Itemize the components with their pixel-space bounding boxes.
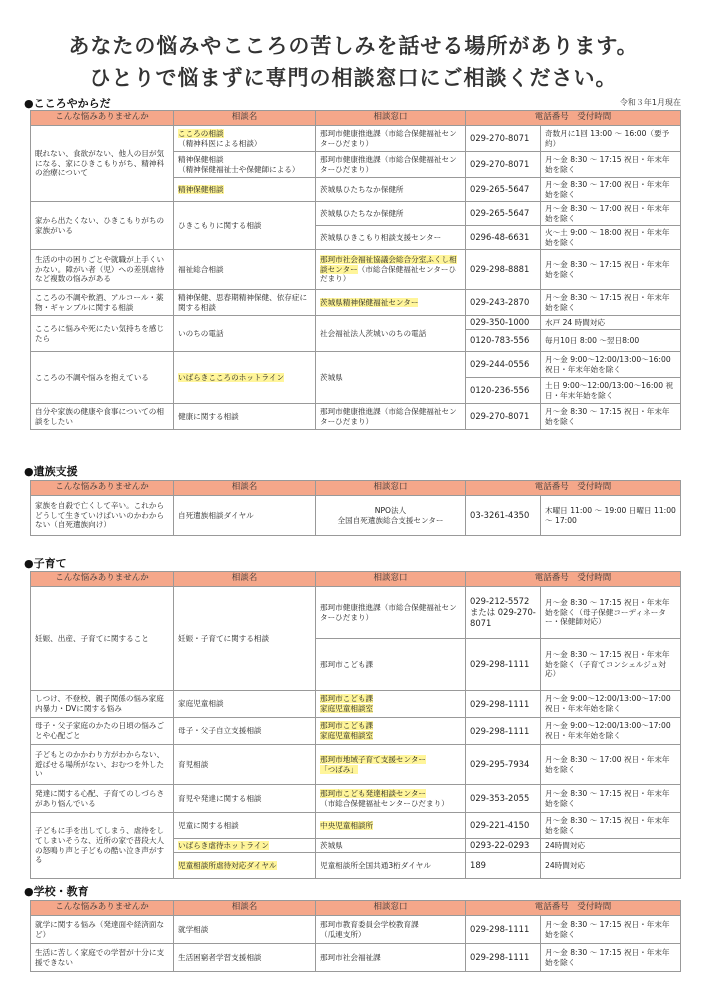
table-row bbox=[31, 290, 681, 316]
window-cell bbox=[316, 785, 466, 813]
hours-cell: 月～金 8:30 ～ 17:15 祝日・年末年始を除く bbox=[541, 916, 681, 944]
header-concern: こんな悩みありませんか bbox=[31, 901, 174, 916]
section-title-mind: ●こころやからだ bbox=[24, 97, 111, 110]
date-note: 令和３年1月現在 bbox=[619, 98, 681, 107]
consult-name-cell bbox=[174, 178, 316, 202]
window-note: （市総合保健福祉センターひだまり） bbox=[320, 798, 449, 808]
window-cell: 茨城県ひたちなか保健所 bbox=[316, 178, 466, 202]
hours-cell: 月～金 8:30 ～ 17:15 祝日・年末年始を除く bbox=[541, 785, 681, 813]
table-row bbox=[31, 916, 681, 944]
table-row bbox=[31, 496, 681, 536]
phone-number[interactable]: 029-212-5572 または 029-270-8071 bbox=[466, 587, 541, 639]
header-phone-hours: 電話番号 受付時間 bbox=[466, 481, 681, 496]
consult-name: 児童相談所虐待対応ダイヤル bbox=[178, 860, 277, 870]
phone-number[interactable]: 029-221-4150 bbox=[466, 813, 541, 839]
hours-cell: 月～金 9:00～12:00/13:00～17:00 祝日・年末年始を除く bbox=[541, 718, 681, 745]
consult-name-cell: 就学相談 bbox=[174, 916, 316, 944]
table-row bbox=[31, 587, 681, 639]
hours-cell: 月～金 8:30 ～ 17:15 祝日・年末年始を除く bbox=[541, 404, 681, 430]
phone-number[interactable]: 0293-22-0293 bbox=[466, 839, 541, 853]
window-note: （市総合保健福祉センターひだまり） bbox=[320, 264, 457, 284]
consult-name: いばらきこころのホットライン bbox=[178, 372, 285, 382]
header-consult-name: 相談名 bbox=[174, 901, 316, 916]
concern-cell: しつけ、不登校、親子関係の悩み家庭内暴力・DVに関する悩み bbox=[31, 691, 174, 718]
window-name: 那珂市社会福祉協議会総合分室ふくし相談センター bbox=[320, 254, 457, 274]
header-window: 相談窓口 bbox=[316, 901, 466, 916]
consult-name-cell: 福祉総合相談 bbox=[174, 250, 316, 290]
hours-cell: 水戸 24 時間対応 bbox=[541, 316, 681, 330]
concern-cell: 発達に関する心配、子育てのしづらさがあり悩んでいる bbox=[31, 785, 174, 813]
window-cell: 那珂市社会福祉課 bbox=[316, 944, 466, 972]
header-phone-hours: 電話番号 受付時間 bbox=[466, 572, 681, 587]
window-note: （瓜連支所） bbox=[320, 929, 366, 939]
hours-cell: 24時間対応 bbox=[541, 839, 681, 853]
window-cell bbox=[316, 250, 466, 290]
table-row bbox=[31, 718, 681, 745]
consult-name-cell: 生活困窮者学習支援相談 bbox=[174, 944, 316, 972]
window-cell: 社会福祉法人茨城いのちの電話 bbox=[316, 316, 466, 352]
hours-cell: 月～金 8:30 ～ 17:15 祝日・年末年始を除く bbox=[541, 250, 681, 290]
hours-cell: 月～金 8:30 ～ 17:15 祝日・年末年始を除く bbox=[541, 152, 681, 178]
window-cell: 児童相談所全国共通3桁ダイヤル bbox=[316, 853, 466, 879]
consult-name-cell: 児童に関する相談 bbox=[174, 813, 316, 839]
table-header-row bbox=[31, 901, 681, 916]
hours-cell: 木曜日 11:00 ～ 19:00 日曜日 11:00 ～ 17:00 bbox=[541, 496, 681, 536]
concern-cell: 母子・父子家庭のかたの日頃の悩みごとや心配ごと bbox=[31, 718, 174, 745]
phone-number[interactable]: 029-298-1111 bbox=[466, 718, 541, 745]
consult-name-cell: 育児相談 bbox=[174, 745, 316, 785]
phone-number[interactable]: 029-244-0556 bbox=[466, 352, 541, 378]
header-window: 相談窓口 bbox=[316, 572, 466, 587]
phone-number[interactable]: 029-270-8071 bbox=[466, 126, 541, 152]
header-phone-hours: 電話番号 受付時間 bbox=[466, 901, 681, 916]
consult-name-note: （精神保健福祉士や保健師による） bbox=[178, 164, 300, 174]
concern-cell: 子どもに手を出してしまう、虐待をしてしまいそうな、近所の家で普段大人の怒鳴り声と子どもの酷い泣き声がする bbox=[31, 813, 174, 879]
phone-number[interactable]: 0296-48-6631 bbox=[466, 226, 541, 250]
concern-cell: 生活に苦しく家庭での学習が十分に支援できない bbox=[31, 944, 174, 972]
consult-name-note: （精神科医による相談） bbox=[178, 138, 262, 148]
phone-number[interactable]: 189 bbox=[466, 853, 541, 879]
hours-cell: 24時間対応 bbox=[541, 853, 681, 879]
window-cell: 茨城県ひきこもり相談支援センター bbox=[316, 226, 466, 250]
hours-cell: 奇数月に1回 13:00 ～ 16:00（要予約） bbox=[541, 126, 681, 152]
concern-cell: 自分や家族の健康や食事についての相談をしたい bbox=[31, 404, 174, 430]
section-title-child: ●子育て bbox=[24, 557, 67, 570]
header-concern: こんな悩みありませんか bbox=[31, 481, 174, 496]
consult-name-cell bbox=[174, 126, 316, 152]
concern-cell: 眠れない、食欲がない、他人の目が気になる、家にひきこもりがち、精神科の治療について bbox=[31, 126, 174, 202]
window-cell: 那珂市こども課 bbox=[316, 639, 466, 691]
hours-cell: 月～金 8:30 ～ 17:00 祝日・年末年始を除く bbox=[541, 202, 681, 226]
window-name: 那珂市こども課 bbox=[320, 694, 374, 704]
consult-name-cell: 自死遺族相談ダイヤル bbox=[174, 496, 316, 536]
phone-number[interactable]: 029-298-8881 bbox=[466, 250, 541, 290]
phone-number[interactable]: 03-3261-4350 bbox=[466, 496, 541, 536]
header-concern: こんな悩みありませんか bbox=[31, 572, 174, 587]
phone-number[interactable]: 029-270-8071 bbox=[466, 152, 541, 178]
table-row bbox=[31, 813, 681, 839]
table-header-row bbox=[31, 481, 681, 496]
consult-name-cell: 育児や発達に関する相談 bbox=[174, 785, 316, 813]
window-note: 家庭児童相談室 bbox=[320, 731, 374, 740]
phone-number[interactable]: 029-265-5647 bbox=[466, 178, 541, 202]
window-cell: 茨城県ひたちなか保健所 bbox=[316, 202, 466, 226]
table-bereaved bbox=[30, 480, 681, 536]
table-row bbox=[31, 745, 681, 785]
page-title-line1: あなたの悩みやこころの苦しみを話せる場所があります。 bbox=[68, 34, 639, 58]
phone-number[interactable]: 029-298-1111 bbox=[466, 916, 541, 944]
window-name: 那珂市地域子育て支援センター bbox=[320, 754, 427, 764]
consult-name: こころの相談 bbox=[178, 128, 224, 138]
window-cell bbox=[316, 496, 466, 536]
phone-number[interactable]: 029-295-7934 bbox=[466, 745, 541, 785]
window-note: 家庭児童相談室 bbox=[320, 704, 374, 713]
consult-name-cell bbox=[174, 839, 316, 853]
header-concern: こんな悩みありませんか bbox=[31, 111, 174, 126]
window-cell: 那珂市健康推進課（市総合保健福祉センターひだまり） bbox=[316, 404, 466, 430]
window-cell bbox=[316, 813, 466, 839]
table-child bbox=[30, 571, 681, 879]
window-cell bbox=[316, 718, 466, 745]
consult-name-cell: 健康に関する相談 bbox=[174, 404, 316, 430]
consult-name: いばらき虐待ホットライン bbox=[178, 840, 269, 850]
phone-number[interactable]: 029-298-1111 bbox=[466, 639, 541, 691]
phone-number[interactable]: 0120-783-556 bbox=[466, 330, 541, 352]
concern-cell: 就学に関する悩み（発達面や経済面など） bbox=[31, 916, 174, 944]
hours-cell: 月～金 9:00～12:00/13:00～17:00 祝日・年末年始を除く bbox=[541, 691, 681, 718]
table-row bbox=[31, 316, 681, 330]
window-name: 那珂市こども発達相談センター bbox=[320, 788, 427, 798]
header-consult-name: 相談名 bbox=[174, 481, 316, 496]
hours-cell: 月～金 8:30 ～ 17:00 祝日・年末年始を除く bbox=[541, 745, 681, 785]
table-row bbox=[31, 691, 681, 718]
hours-cell: 火～土 9:00 ～ 18:00 祝日・年末年始を除く bbox=[541, 226, 681, 250]
window-name: 茨城県精神保健福祉センター bbox=[320, 297, 419, 307]
window-note: 全国自死遺族総合支援センター bbox=[337, 515, 444, 525]
phone-number[interactable]: 029-243-2870 bbox=[466, 290, 541, 316]
phone-number[interactable]: 029-350-1000 bbox=[466, 316, 541, 330]
hours-cell: 月～金 8:30 ～ 17:00 祝日・年末年始を除く bbox=[541, 178, 681, 202]
hours-cell: 月～金 9:00～12:00/13:00～16:00 祝日・年末年始を除く bbox=[541, 352, 681, 378]
window-name: NPO法人 bbox=[374, 505, 407, 515]
section-title-bereaved: ●遺族支援 bbox=[24, 465, 78, 478]
concern-cell: 妊娠、出産、子育てに関すること bbox=[31, 587, 174, 691]
window-cell bbox=[316, 745, 466, 785]
consult-name-cell: 妊娠・子育てに関する相談 bbox=[174, 587, 316, 691]
concern-cell: 家族を自殺で亡くして辛い。これからどうして生きていけばいいのかわからない（自死遺族向け） bbox=[31, 496, 174, 536]
hours-cell: 月～金 8:30 ～ 17:15 祝日・年末年始を除く bbox=[541, 944, 681, 972]
concern-cell: 子どもとのかかわり方がわからない、遊ばせる場所がない、おむつを外したい bbox=[31, 745, 174, 785]
header-phone-hours: 電話番号 受付時間 bbox=[466, 111, 681, 126]
table-row bbox=[31, 944, 681, 972]
hours-cell: 月～金 8:30 ～ 17:15 祝日・年末年始を除く bbox=[541, 813, 681, 839]
window-name: 中央児童相談所 bbox=[320, 820, 374, 830]
hours-cell: 月～金 8:30 ～ 17:15 祝日・年末年始を除く bbox=[541, 290, 681, 316]
phone-number[interactable]: 029-353-2055 bbox=[466, 785, 541, 813]
consult-name-cell: 母子・父子自立支援相談 bbox=[174, 718, 316, 745]
consult-name-cell: いのちの電話 bbox=[174, 316, 316, 352]
hours-cell: 毎月10日 8:00 ～翌日8:00 bbox=[541, 330, 681, 352]
window-cell: 那珂市健康推進課（市総合保健福祉センターひだまり） bbox=[316, 152, 466, 178]
consult-name-cell bbox=[174, 352, 316, 404]
page-title-line2: ひとりで悩まずに専門の相談窓口にご相談ください。 bbox=[89, 66, 618, 90]
table-mind bbox=[30, 110, 681, 430]
window-cell bbox=[316, 916, 466, 944]
concern-cell: 家から出たくない、ひきこもりがちの家族がいる bbox=[31, 202, 174, 250]
consult-name: 精神保健相談 bbox=[178, 184, 224, 194]
window-name: 那珂市教育委員会学校教育課 bbox=[320, 919, 419, 929]
table-row bbox=[31, 202, 681, 226]
table-row bbox=[31, 404, 681, 430]
window-cell: 茨城県 bbox=[316, 839, 466, 853]
window-cell: 那珂市健康推進課（市総合保健福祉センターひだまり） bbox=[316, 126, 466, 152]
hours-cell: 土日 9:00～12:00/13:00～16:00 祝日・年末年始を除く bbox=[541, 378, 681, 404]
consult-name-cell: ひきこもりに関する相談 bbox=[174, 202, 316, 250]
table-row bbox=[31, 250, 681, 290]
window-cell bbox=[316, 691, 466, 718]
concern-cell: こころに悩みや死にたい気持ちを感じたら bbox=[31, 316, 174, 352]
consult-name: 精神保健相談 bbox=[178, 154, 224, 164]
phone-number[interactable]: 029-270-8071 bbox=[466, 404, 541, 430]
consult-name-cell: 精神保健、思春期精神保健、依存症に関する相談 bbox=[174, 290, 316, 316]
header-consult-name: 相談名 bbox=[174, 572, 316, 587]
section-title-school: ●学校・教育 bbox=[24, 885, 89, 898]
window-name: 那珂市こども課 bbox=[320, 721, 374, 731]
window-cell bbox=[316, 290, 466, 316]
table-row bbox=[31, 126, 681, 152]
concern-cell: こころの不調や悩みを抱えている bbox=[31, 352, 174, 404]
hours-cell: 月～金 8:30 ～ 17:15 祝日・年末年始を除く（母子保健コーディネーター・保健師対応） bbox=[541, 587, 681, 639]
phone-number[interactable]: 029-298-1111 bbox=[466, 691, 541, 718]
consult-name-cell bbox=[174, 152, 316, 178]
concern-cell: こころの不調や飲酒、アルコール・薬物・ギャンブルに関する相談 bbox=[31, 290, 174, 316]
header-consult-name: 相談名 bbox=[174, 111, 316, 126]
window-cell: 茨城県 bbox=[316, 352, 466, 404]
hours-cell: 月～金 8:30 ～ 17:15 祝日・年末年始を除く（子育てコンシェルジュ対応） bbox=[541, 639, 681, 691]
window-cell: 那珂市健康推進課（市総合保健福祉センターひだまり） bbox=[316, 587, 466, 639]
phone-number[interactable]: 0120-236-556 bbox=[466, 378, 541, 404]
concern-cell: 生活の中の困りごとや就職が上手くいかない。障がい者（児）への差別虐待など複数の悩みがある bbox=[31, 250, 174, 290]
header-window: 相談窓口 bbox=[316, 111, 466, 126]
header-window: 相談窓口 bbox=[316, 481, 466, 496]
table-school bbox=[30, 900, 681, 972]
table-header-row bbox=[31, 111, 681, 126]
phone-number[interactable]: 029-265-5647 bbox=[466, 202, 541, 226]
consult-name-cell bbox=[174, 853, 316, 879]
table-row bbox=[31, 352, 681, 378]
phone-number[interactable]: 029-298-1111 bbox=[466, 944, 541, 972]
table-row bbox=[31, 785, 681, 813]
window-note: 「つばみ」 bbox=[320, 764, 358, 774]
table-header-row bbox=[31, 572, 681, 587]
consult-name-cell: 家庭児童相談 bbox=[174, 691, 316, 718]
